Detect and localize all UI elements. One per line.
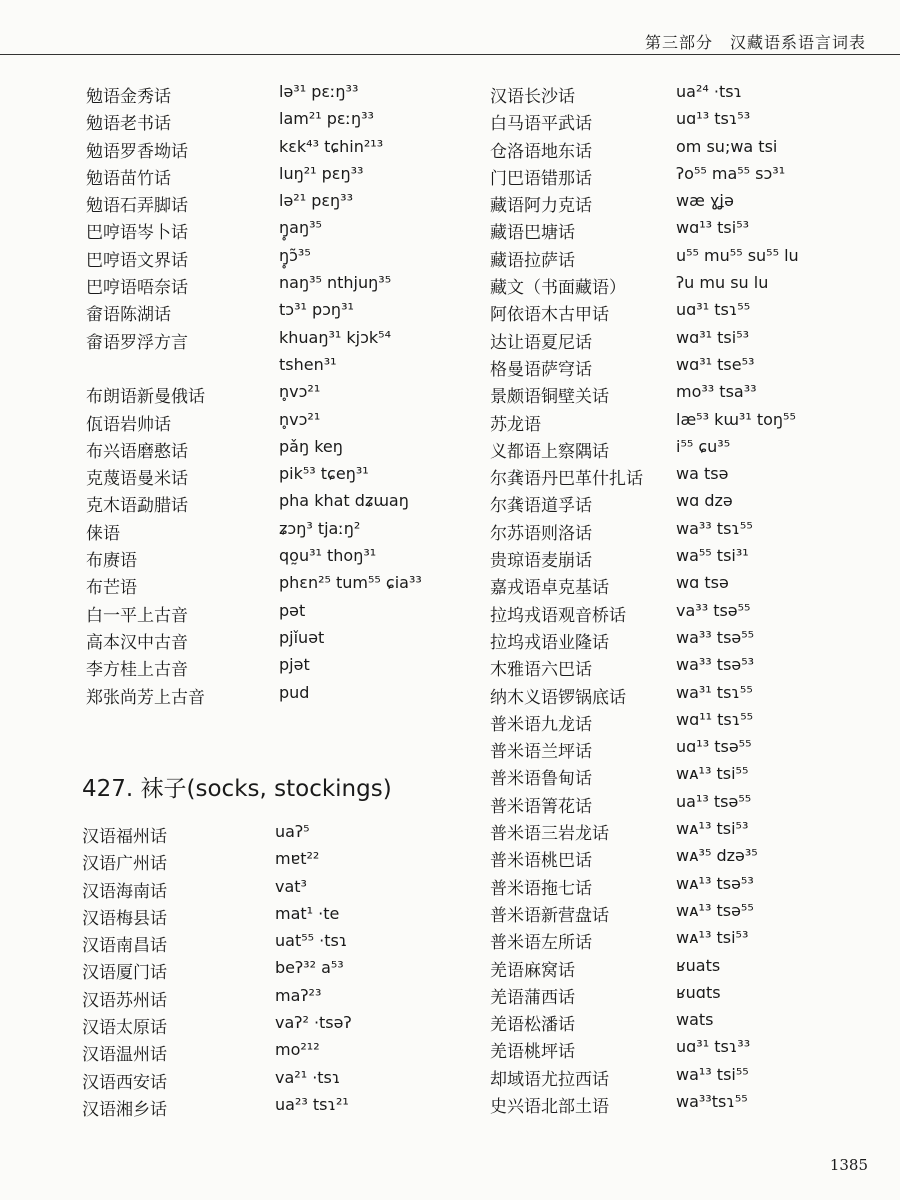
ipa-transcription: uɑ³¹ tsɿ⁵⁵ (676, 300, 751, 320)
ipa-transcription: pud (279, 682, 310, 702)
entry-row (86, 273, 466, 300)
language-name: 汉语长沙话 (490, 87, 575, 107)
entry-row (82, 904, 462, 931)
entry-row (86, 300, 466, 327)
entry-row (490, 109, 870, 136)
ipa-transcription: wᴀ³⁵ dzə³⁵ (676, 846, 758, 866)
entry-row (490, 710, 870, 737)
ipa-transcription: va³³ tsə⁵⁵ (676, 600, 751, 620)
entry-row (82, 1040, 462, 1067)
ipa-transcription: vat³ (275, 876, 307, 896)
ipa-transcription: ua²⁴ ·tsɿ (676, 82, 743, 101)
ipa-transcription: wɑ³¹ tsi⁵³ (676, 327, 750, 347)
entry-row (82, 822, 462, 849)
language-name: 普米语桃巴话 (490, 851, 592, 872)
language-name: 门巴语错那话 (490, 168, 592, 189)
entry-row (490, 382, 870, 409)
entry-row (82, 986, 462, 1013)
language-name: 汉语湘乡话 (82, 1099, 167, 1120)
entry-row (86, 573, 466, 600)
ipa-transcription: mo³³ tsa³³ (676, 382, 757, 402)
language-name: 白一平上古音 (86, 605, 188, 626)
entry-row (490, 82, 870, 109)
entry-row (490, 655, 870, 682)
entry-row (490, 764, 870, 791)
language-name: 普米语箐花话 (490, 796, 592, 817)
entry-row (82, 958, 462, 985)
left-column-top (86, 82, 466, 710)
right-column (490, 82, 870, 1119)
ipa-transcription: wa¹³ tsi⁵⁵ (676, 1064, 749, 1084)
entry-row (490, 928, 870, 955)
ipa-transcription: naŋ³⁵ nthjuŋ³⁵ (279, 273, 392, 293)
entry-row (86, 109, 466, 136)
ipa-transcription: tɔ³¹ pɔŋ³¹ (279, 300, 354, 320)
language-name: 藏语拉萨话 (490, 250, 575, 271)
ipa-transcription: qo̰u³¹ thoŋ³¹ (279, 546, 377, 566)
entry-row (490, 191, 870, 218)
language-name: 普米语新营盘话 (490, 905, 609, 926)
ipa-transcription: pik⁵³ tɕeŋ³¹ (279, 464, 369, 484)
language-name: 克木语勐腊话 (86, 496, 188, 517)
ipa-transcription: om su;wa tsi (676, 136, 778, 156)
language-name: 义都语上察隅话 (490, 441, 609, 462)
language-name: 汉语太原话 (82, 1018, 167, 1039)
ipa-transcription: mo²¹² (275, 1040, 320, 1060)
ipa-transcription: uɑ¹³ tsɿ⁵³ (676, 109, 751, 129)
language-name: 畲语陈湖话 (86, 305, 171, 326)
page-number: 1385 (829, 1156, 868, 1174)
entry-row (490, 846, 870, 873)
entry-row (490, 601, 870, 628)
ipa-transcription: wa tsə (676, 464, 729, 484)
entry-row (86, 437, 466, 464)
entry-row (82, 1095, 462, 1122)
language-name: 羌语松潘话 (490, 1015, 575, 1036)
ipa-transcription: phɛn²⁵ tum⁵⁵ ɕia³³ (279, 573, 422, 593)
language-name: 布朗语新曼俄话 (86, 387, 205, 408)
ipa-transcription: n̥vɔ²¹ (279, 382, 321, 402)
entry-row (490, 628, 870, 655)
language-name: 勉语石弄脚话 (86, 196, 188, 217)
ipa-transcription: wa³³tsɿ⁵⁵ (676, 1091, 748, 1111)
language-name: 勉语苗竹话 (86, 168, 171, 189)
entry-row (490, 683, 870, 710)
language-name: 普米语鲁甸话 (490, 769, 592, 790)
entry-row (490, 1092, 870, 1119)
ipa-transcription: ʔu mu su lu (676, 273, 769, 293)
entry-row (490, 519, 870, 546)
ipa-transcription: luŋ²¹ pɛŋ³³ (279, 163, 364, 183)
entry-row (490, 355, 870, 382)
language-name: 羌语蒲西话 (490, 987, 575, 1008)
header-rule (0, 54, 900, 55)
entry-row (86, 410, 466, 437)
ipa-transcription: pǎŋ keŋ (279, 436, 343, 456)
entry-row (490, 218, 870, 245)
language-name: 布芒语 (86, 578, 137, 599)
language-name: 羌语麻窝话 (490, 960, 575, 981)
ipa-transcription: wᴀ¹³ tsə⁵⁵ (676, 900, 754, 920)
entry-row (86, 464, 466, 491)
entry-row (86, 519, 466, 546)
language-name: 白马语平武话 (490, 114, 592, 135)
ipa-transcription: wa³³ tsə⁵³ (676, 655, 755, 675)
entry-row (490, 901, 870, 928)
language-name: 普米语拖七话 (490, 878, 592, 899)
entry-row (86, 491, 466, 518)
entry-row (490, 1010, 870, 1037)
ipa-transcription: tshen³¹ (279, 354, 337, 374)
ipa-transcription: ua²³ tsɿ²¹ (275, 1094, 349, 1114)
entry-row (490, 437, 870, 464)
language-name: 布兴语磨憨话 (86, 441, 188, 462)
ipa-transcription: wᴀ¹³ tsi⁵⁵ (676, 764, 749, 784)
language-name: 普米语三岩龙话 (490, 824, 609, 845)
language-name: 达让语夏尼话 (490, 332, 592, 353)
entry-row (490, 300, 870, 327)
ipa-transcription: pət (279, 600, 306, 620)
ipa-transcription: beʔ³² a⁵³ (275, 958, 344, 978)
ipa-transcription: khuaŋ³¹ kjɔk⁵⁴ (279, 327, 391, 347)
ipa-transcription: ʁuɑts (676, 982, 721, 1002)
language-name: 郑张尚芳上古音 (86, 687, 205, 708)
language-name: 布赓语 (86, 551, 137, 572)
entry-row (490, 1065, 870, 1092)
ipa-transcription: wᴀ¹³ tsi⁵³ (676, 819, 749, 839)
left-column-bottom (82, 822, 462, 1122)
ipa-transcription: wᴀ¹³ tsə⁵³ (676, 873, 754, 893)
entry-row (86, 355, 466, 382)
entry-row (82, 931, 462, 958)
ipa-transcription: wᴀ¹³ tsi⁵³ (676, 928, 749, 948)
language-name: 藏文（书面藏语） (490, 278, 626, 299)
entry-row (490, 137, 870, 164)
entry-row (86, 218, 466, 245)
language-name: 普米语兰坪话 (490, 742, 592, 763)
entry-row (86, 328, 466, 355)
running-header: 第三部分 汉藏语系语言词表 (644, 33, 866, 52)
language-name: 嘉戎语卓克基话 (490, 578, 609, 599)
ipa-transcription: pjət (279, 655, 310, 675)
entry-row (490, 164, 870, 191)
ipa-transcription: wa³³ tsɿ⁵⁵ (676, 518, 753, 538)
language-name: 勉语金秀话 (86, 87, 171, 107)
entry-row (490, 464, 870, 491)
ipa-transcription: uɑ¹³ tsə⁵⁵ (676, 737, 752, 757)
entry-row (86, 246, 466, 273)
language-name: 巴哼语岑卜话 (86, 223, 188, 244)
ipa-transcription: kɛk⁴³ tɕhin²¹³ (279, 136, 384, 156)
entry-row (86, 382, 466, 409)
entry-row (86, 137, 466, 164)
entry-row (86, 546, 466, 573)
ipa-transcription: u⁵⁵ mu⁵⁵ su⁵⁵ lu (676, 245, 799, 265)
language-name: 勉语老书话 (86, 114, 171, 135)
language-name: 贵琼语麦崩话 (490, 551, 592, 572)
ipa-transcription: lam²¹ pɛːŋ³³ (279, 109, 374, 129)
ipa-transcription: uaʔ⁵ (275, 822, 310, 841)
ipa-transcription: wɑ¹¹ tsɿ⁵⁵ (676, 709, 754, 729)
language-name: 普米语九龙话 (490, 714, 592, 735)
ipa-transcription: wɑ³¹ tse⁵³ (676, 354, 755, 374)
ipa-transcription: wats (676, 1010, 714, 1030)
language-name: 木雅语六巴话 (490, 660, 592, 681)
ipa-transcription: n̥vɔ²¹ (279, 409, 321, 429)
language-name: 仓洛语地东话 (490, 141, 592, 162)
ipa-transcription: wa³¹ tsɿ⁵⁵ (676, 682, 753, 702)
entry-row (490, 273, 870, 300)
language-name: 汉语福州话 (82, 827, 167, 847)
entry-row (490, 573, 870, 600)
entry-row (490, 956, 870, 983)
language-name: 却域语尤拉西话 (490, 1069, 609, 1090)
language-name: 汉语广州话 (82, 854, 167, 875)
entry-row (490, 328, 870, 355)
language-name: 羌语桃坪话 (490, 1042, 575, 1063)
entry-row (82, 1068, 462, 1095)
ipa-transcription: wɑ dzə (676, 491, 733, 511)
language-name: 勉语罗香坳话 (86, 141, 188, 162)
language-name: 克蔑语曼米话 (86, 469, 188, 490)
language-name: 拉坞戎语观音桥话 (490, 605, 626, 626)
ipa-transcription: læ⁵³ kɯ³¹ toŋ⁵⁵ (676, 409, 796, 429)
language-name: 畲语罗浮方言 (86, 332, 188, 353)
ipa-transcription: uat⁵⁵ ·tsɿ (275, 931, 348, 951)
entry-row (86, 628, 466, 655)
ipa-transcription: mɐt²² (275, 849, 320, 869)
ipa-transcription: va²¹ ·tsɿ (275, 1067, 341, 1087)
language-name: 高本汉中古音 (86, 632, 188, 653)
language-name: 巴哼语文界话 (86, 250, 188, 271)
language-name: 普米语左所话 (490, 933, 592, 954)
entry-row (86, 82, 466, 109)
language-name: 尔苏语则洛话 (490, 523, 592, 544)
language-name: 汉语海南话 (82, 881, 167, 902)
ipa-transcription: maʔ²³ (275, 985, 322, 1005)
entry-row (86, 683, 466, 710)
ipa-transcription: ʔo⁵⁵ ma⁵⁵ sɔ³¹ (676, 163, 786, 183)
language-name: 汉语梅县话 (82, 908, 167, 929)
ipa-transcription: vaʔ² ·tsəʔ (275, 1013, 352, 1033)
entry-row (82, 849, 462, 876)
ipa-transcription: wɑ¹³ tsi⁵³ (676, 218, 750, 238)
entry-row (82, 877, 462, 904)
ipa-transcription: mat¹ ·te (275, 903, 340, 923)
entry-row (86, 164, 466, 191)
entry-row (86, 655, 466, 682)
ipa-transcription: ŋ̥aŋ³⁵ (279, 218, 322, 238)
ipa-transcription: wa³³ tsə⁵⁵ (676, 627, 755, 647)
language-name: 苏龙语 (490, 414, 541, 435)
entry-row (86, 191, 466, 218)
entry-row (490, 874, 870, 901)
ipa-transcription: ŋ̥ɔ̃³⁵ (279, 245, 311, 265)
ipa-transcription: wæ ɣʝə (676, 191, 734, 211)
entry-row (490, 246, 870, 273)
ipa-transcription: lə²¹ pɛŋ³³ (279, 191, 353, 211)
entry-row (490, 792, 870, 819)
language-name: 汉语苏州话 (82, 990, 167, 1011)
entry-row (490, 819, 870, 846)
language-name: 李方桂上古音 (86, 660, 188, 681)
ipa-transcription: lə³¹ pɛːŋ³³ (279, 82, 359, 101)
entry-row (490, 983, 870, 1010)
ipa-transcription: wɑ tsə (676, 573, 729, 593)
entry-row (490, 737, 870, 764)
language-name: 阿依语木古甲话 (490, 305, 609, 326)
entry-row (86, 601, 466, 628)
language-name: 巴哼语唔奈话 (86, 278, 188, 299)
language-name: 纳木义语锣锅底话 (490, 687, 626, 708)
entry-row (82, 1013, 462, 1040)
language-name: 汉语西安话 (82, 1072, 167, 1093)
ipa-transcription: uɑ³¹ tsɿ³³ (676, 1037, 751, 1057)
ipa-transcription: pjǐuət (279, 627, 325, 647)
ipa-transcription: ʁuats (676, 955, 721, 975)
entry-row (490, 410, 870, 437)
ipa-transcription: pha khat dʑɯaŋ (279, 491, 409, 511)
language-name: 藏语阿力克话 (490, 196, 592, 217)
language-name: 史兴语北部土语 (490, 1096, 609, 1117)
entry-row (490, 546, 870, 573)
ipa-transcription: wa⁵⁵ tsi³¹ (676, 546, 749, 566)
language-name: 格曼语萨穹话 (490, 359, 592, 380)
ipa-transcription: ua¹³ tsə⁵⁵ (676, 791, 752, 811)
ipa-transcription: i⁵⁵ ɕu³⁵ (676, 436, 731, 456)
language-name: 景颇语铜壁关话 (490, 387, 609, 408)
language-name: 俫语 (86, 523, 120, 544)
language-name: 藏语巴塘话 (490, 223, 575, 244)
entry-row (490, 1037, 870, 1064)
ipa-transcription: ʑɔŋ³ tjaːŋ² (279, 518, 361, 538)
language-name: 尔龚语丹巴革什扎话 (490, 469, 643, 490)
language-name: 佤语岩帅话 (86, 414, 171, 435)
language-name: 拉坞戎语业隆话 (490, 632, 609, 653)
language-name: 汉语温州话 (82, 1045, 167, 1066)
entry-row (490, 491, 870, 518)
section-title: 427. 袜子(socks, stockings) (82, 776, 392, 802)
language-name: 尔龚语道孚话 (490, 496, 592, 517)
language-name: 汉语南昌话 (82, 936, 167, 957)
language-name: 汉语厦门话 (82, 963, 167, 984)
